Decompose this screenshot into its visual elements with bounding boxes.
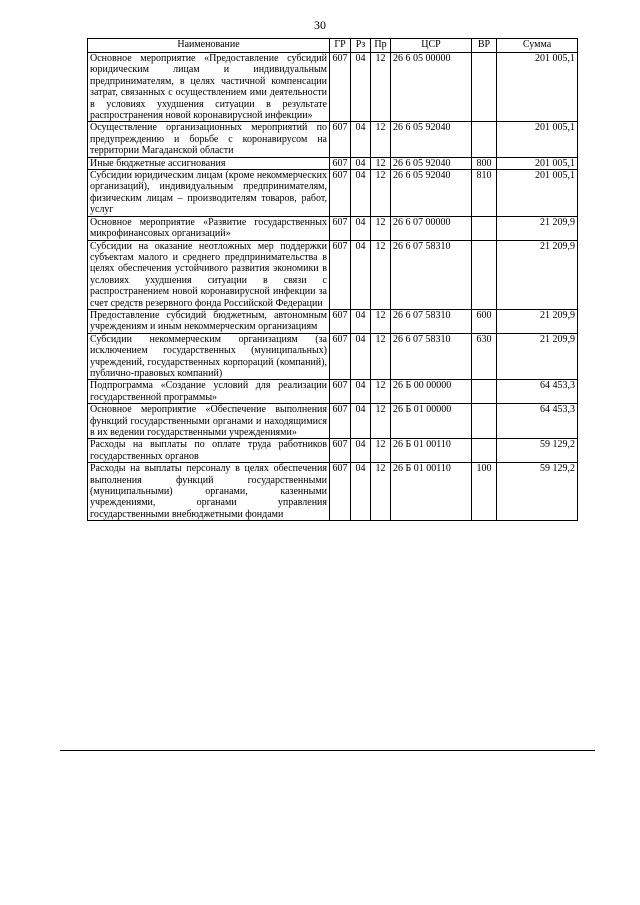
cell-pr: 12 (371, 122, 391, 157)
cell-pr: 12 (371, 157, 391, 169)
cell-vr (472, 53, 497, 122)
cell-name: Основное мероприятие «Обеспечение выполнения функций государственными органами и находящимися в их ведении государственными учреждениями» (88, 404, 330, 439)
cell-rz: 04 (351, 157, 371, 169)
cell-vr: 100 (472, 463, 497, 521)
cell-vr (472, 240, 497, 309)
budget-table (87, 38, 578, 521)
cell-csr: 26 6 05 92040 (391, 157, 472, 169)
cell-gr: 607 (330, 170, 351, 217)
cell-csr: 26 Б 01 00110 (391, 439, 472, 463)
cell-csr: 26 Б 00 00000 (391, 380, 472, 404)
cell-vr: 800 (472, 157, 497, 169)
cell-gr: 607 (330, 439, 351, 463)
table-body (88, 53, 578, 521)
cell-pr: 12 (371, 463, 391, 521)
table-row (88, 333, 578, 380)
cell-pr: 12 (371, 439, 391, 463)
cell-sum: 21 209,9 (497, 333, 578, 380)
table-row (88, 53, 578, 122)
table-row (88, 463, 578, 521)
cell-sum: 64 453,3 (497, 404, 578, 439)
cell-rz: 04 (351, 309, 371, 333)
cell-rz: 04 (351, 53, 371, 122)
cell-csr: 26 6 07 58310 (391, 333, 472, 380)
cell-pr: 12 (371, 216, 391, 240)
cell-sum: 201 005,1 (497, 170, 578, 217)
cell-name: Подпрограмма «Создание условий для реализации государственной программы» (88, 380, 330, 404)
cell-csr: 26 6 07 58310 (391, 309, 472, 333)
table-row (88, 170, 578, 217)
cell-vr (472, 404, 497, 439)
cell-name: Предоставление субсидий бюджетным, автономным учреждениям и иным некоммерческим организациям (88, 309, 330, 333)
cell-gr: 607 (330, 240, 351, 309)
cell-sum: 59 129,2 (497, 439, 578, 463)
cell-sum: 201 005,1 (497, 122, 578, 157)
cell-sum: 64 453,3 (497, 380, 578, 404)
cell-pr: 12 (371, 404, 391, 439)
cell-gr: 607 (330, 463, 351, 521)
cell-csr: 26 6 07 58310 (391, 240, 472, 309)
table-row (88, 122, 578, 157)
cell-name: Расходы на выплаты персоналу в целях обеспечения выполнения функций государственными (муниципальными) органами, казенными учреждениями, органами управления государственными внебюджетными фондами (88, 463, 330, 521)
cell-gr: 607 (330, 404, 351, 439)
cell-rz: 04 (351, 240, 371, 309)
cell-sum: 59 129,2 (497, 463, 578, 521)
cell-gr: 607 (330, 380, 351, 404)
table-row (88, 439, 578, 463)
column-header-sum: Сумма (497, 39, 578, 53)
cell-rz: 04 (351, 122, 371, 157)
cell-rz: 04 (351, 463, 371, 521)
cell-rz: 04 (351, 439, 371, 463)
table-row (88, 240, 578, 309)
cell-gr: 607 (330, 53, 351, 122)
cell-vr (472, 216, 497, 240)
table-row (88, 216, 578, 240)
cell-vr: 630 (472, 333, 497, 380)
cell-vr (472, 439, 497, 463)
table-row (88, 404, 578, 439)
cell-sum: 21 209,9 (497, 309, 578, 333)
cell-gr: 607 (330, 309, 351, 333)
table-row (88, 380, 578, 404)
cell-vr (472, 380, 497, 404)
table-row (88, 157, 578, 169)
column-header-gr: ГР (330, 39, 351, 53)
cell-pr: 12 (371, 170, 391, 217)
cell-sum: 21 209,9 (497, 240, 578, 309)
cell-rz: 04 (351, 170, 371, 217)
cell-gr: 607 (330, 216, 351, 240)
cell-csr: 26 6 05 92040 (391, 122, 472, 157)
cell-csr: 26 Б 01 00000 (391, 404, 472, 439)
cell-name: Осуществление организационных мероприятий по предупреждению и борьбе с коронавирусом на территории Магаданской области (88, 122, 330, 157)
cell-rz: 04 (351, 404, 371, 439)
cell-vr: 600 (472, 309, 497, 333)
column-header-csr: ЦСР (391, 39, 472, 53)
cell-name: Субсидии юридическим лицам (кроме некоммерческих организаций), индивидуальным предпринимателям, физическим лицам – производителям товаров, работ, услуг (88, 170, 330, 217)
page-number: 30 (314, 18, 326, 32)
table-header-row (88, 39, 578, 53)
cell-name: Расходы на выплаты по оплате труда работников государственных органов (88, 439, 330, 463)
cell-pr: 12 (371, 53, 391, 122)
cell-vr (472, 122, 497, 157)
cell-rz: 04 (351, 380, 371, 404)
cell-csr: 26 6 05 92040 (391, 170, 472, 217)
cell-sum: 21 209,9 (497, 216, 578, 240)
cell-name: Субсидии некоммерческим организациям (за исключением государственных (муниципальных) учреждений, государственных корпораций (компаний), публично-правовых компаний) (88, 333, 330, 380)
cell-gr: 607 (330, 333, 351, 380)
cell-rz: 04 (351, 333, 371, 380)
cell-pr: 12 (371, 240, 391, 309)
cell-gr: 607 (330, 157, 351, 169)
cell-csr: 26 6 05 00000 (391, 53, 472, 122)
cell-pr: 12 (371, 380, 391, 404)
cell-csr: 26 6 07 00000 (391, 216, 472, 240)
cell-rz: 04 (351, 216, 371, 240)
table-row (88, 309, 578, 333)
cell-sum: 201 005,1 (497, 157, 578, 169)
column-header-name: Наименование (88, 39, 330, 53)
cell-pr: 12 (371, 309, 391, 333)
cell-name: Основное мероприятие «Развитие государственных микрофинансовых организаций» (88, 216, 330, 240)
column-header-vr: ВР (472, 39, 497, 53)
column-header-pr: Пр (371, 39, 391, 53)
cell-pr: 12 (371, 333, 391, 380)
cell-name: Субсидии на оказание неотложных мер поддержки субъектам малого и среднего предпринимательства в целях обеспечения устойчивого развития экономики в условиях ухудшения ситуации в связи с распространением новой коронавирусной инфекции за счет средств резервного фонда Российской Федерации (88, 240, 330, 309)
cell-name: Иные бюджетные ассигнования (88, 157, 330, 169)
column-header-rz: Рз (351, 39, 371, 53)
cell-vr: 810 (472, 170, 497, 217)
cell-csr: 26 Б 01 00110 (391, 463, 472, 521)
cell-sum: 201 005,1 (497, 53, 578, 122)
cell-name: Основное мероприятие «Предоставление субсидий юридическим лицам и индивидуальным предпринимателям, в целях частичной компенсации затрат, связанных с осуществлением ими деятельности в условиях ухудшения ситуации в результате распространения новой коронавирусной инфекции» (88, 53, 330, 122)
cell-gr: 607 (330, 122, 351, 157)
footer-divider (60, 750, 595, 751)
